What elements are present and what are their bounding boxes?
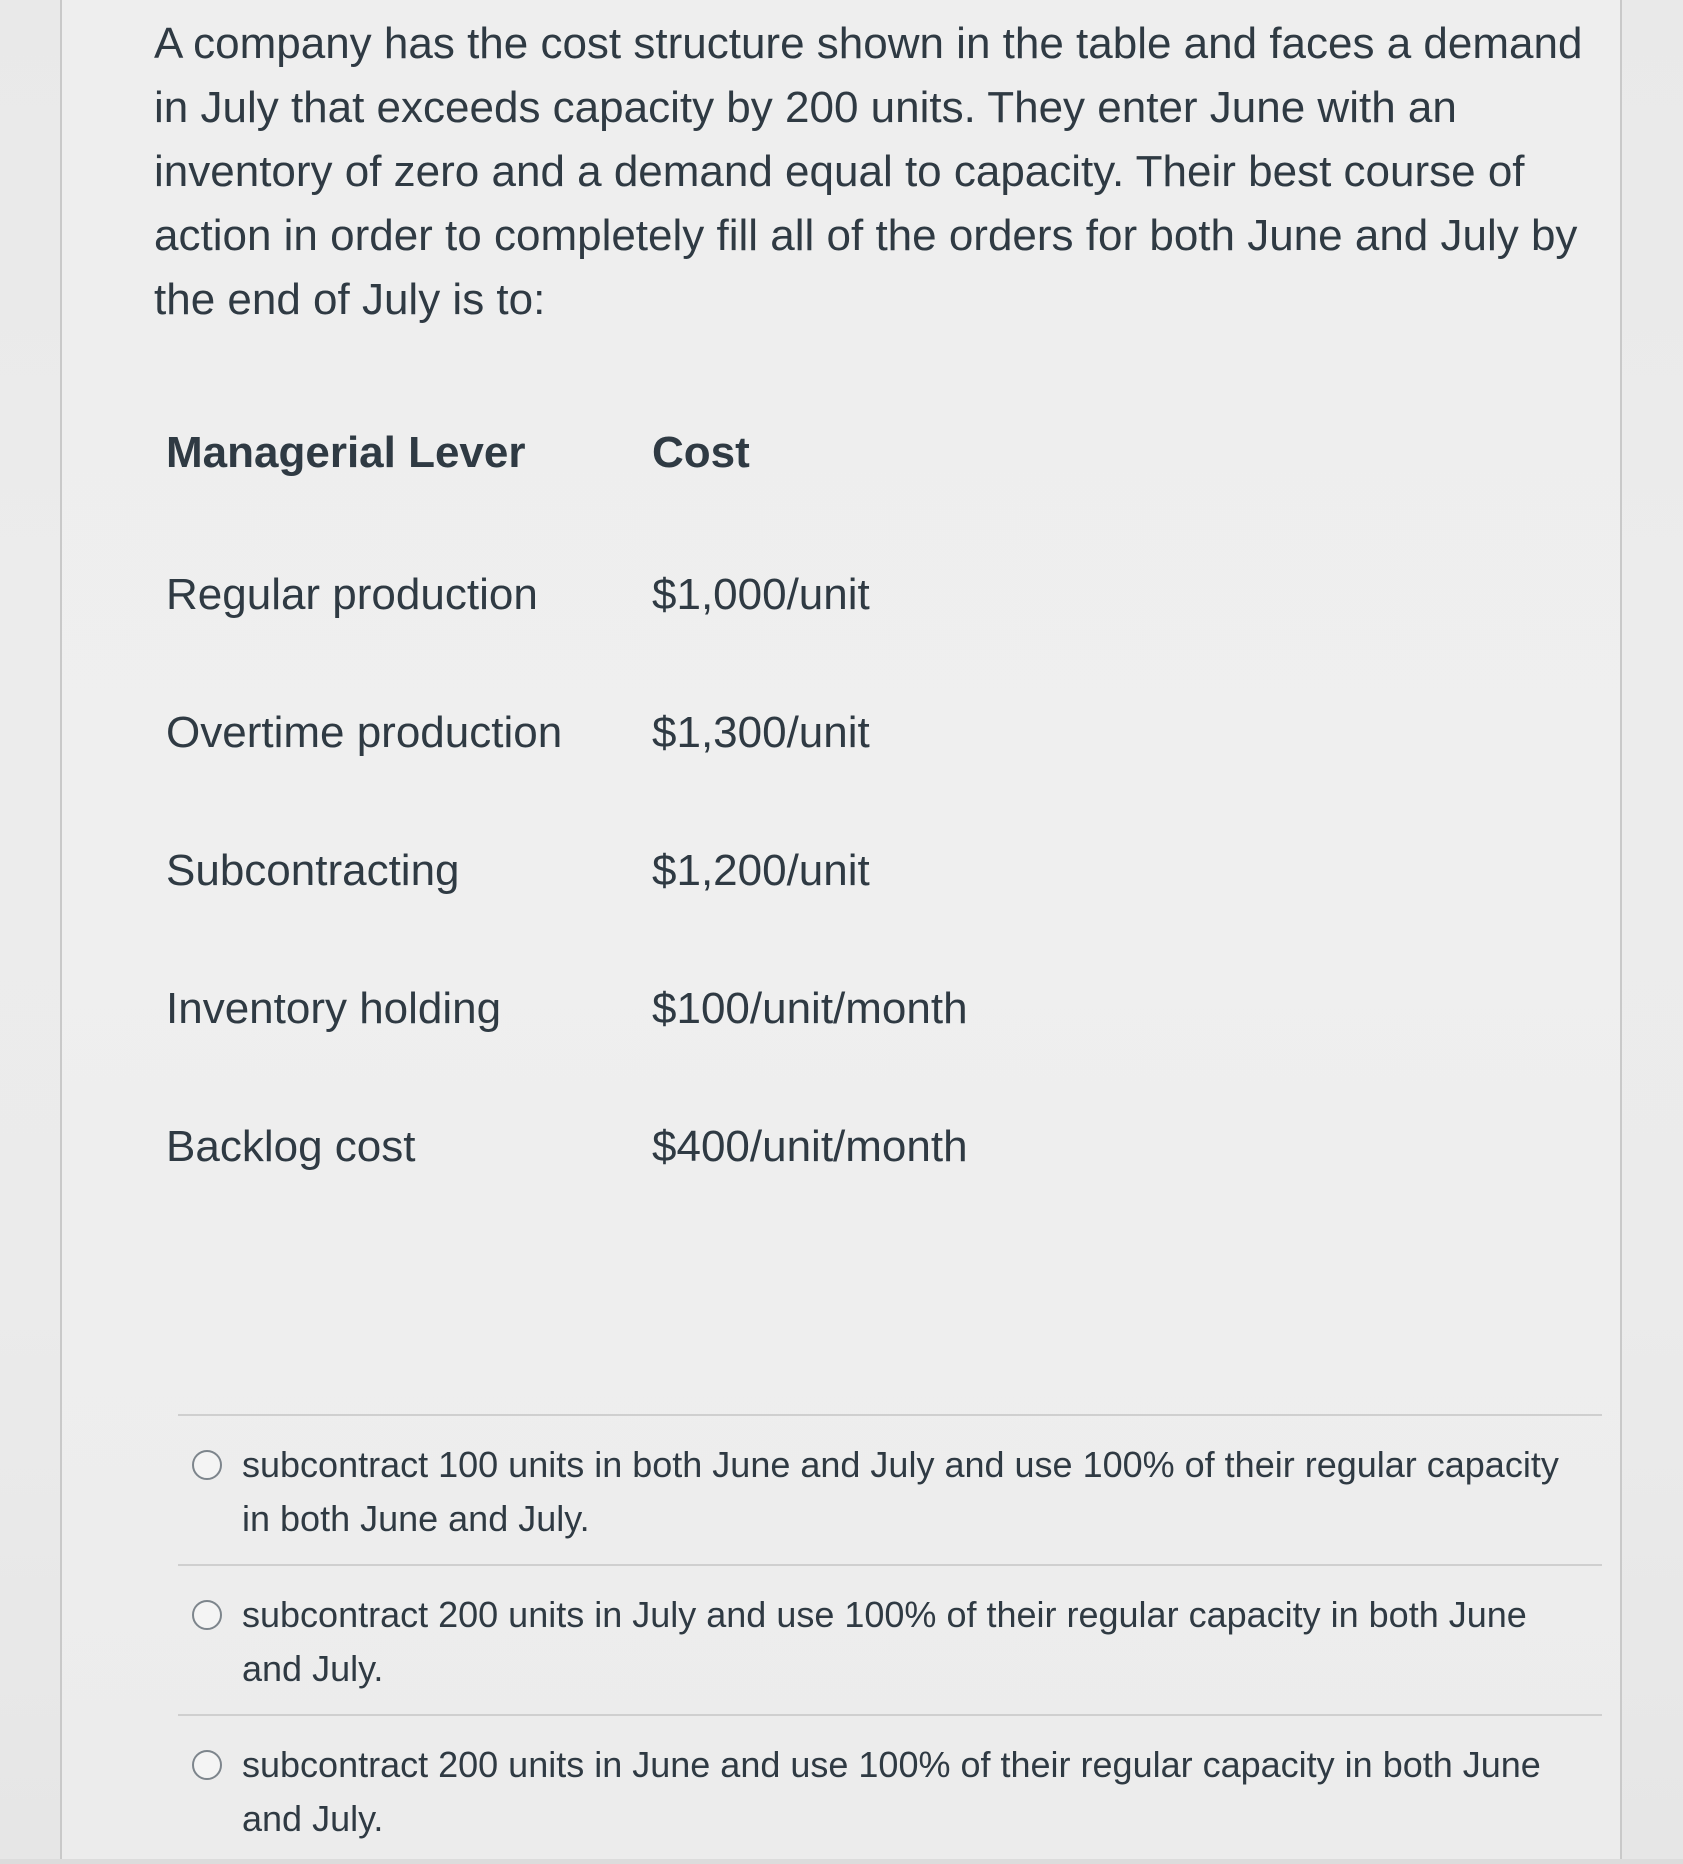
table-header-row (166, 428, 1152, 570)
lever-cell: Backlog cost (166, 1122, 416, 1171)
cost-cell: $1,300/unit (652, 708, 870, 757)
answer-label[interactable]: subcontract 200 units in July and use 100% of their regular capacity in both June and July. (242, 1594, 1527, 1689)
answer-option-3[interactable] (178, 1714, 1602, 1864)
lever-cell: Subcontracting (166, 846, 460, 895)
radio-button[interactable] (192, 1600, 222, 1630)
lever-cell: Inventory holding (166, 984, 502, 1033)
answer-list (178, 1414, 1602, 1864)
radio-button[interactable] (192, 1750, 222, 1780)
cost-cell: $400/unit/month (652, 1122, 968, 1171)
table-row (166, 570, 1152, 708)
question-card (60, 0, 1622, 1859)
table-row (166, 1122, 1152, 1260)
answer-option-2[interactable] (178, 1564, 1602, 1714)
cost-cell: $1,000/unit (652, 570, 870, 619)
cost-cell: $1,200/unit (652, 846, 870, 895)
lever-cell: Regular production (166, 570, 538, 619)
radio-button[interactable] (192, 1450, 222, 1480)
lever-cell: Overtime production (166, 708, 563, 757)
question-text: A company has the cost structure shown in the table and faces a demand in July that exceeds capacity by 200 units. They enter June with an inventory of zero and a demand equal to capacity. Their best course of action in order to completely fill all of the orders for both June and July by the end of July is to: (154, 19, 1583, 324)
table-row (166, 708, 1152, 846)
cost-cell: $100/unit/month (652, 984, 968, 1033)
header-managerial-lever: Managerial Lever (166, 428, 526, 477)
answer-label[interactable]: subcontract 100 units in both June and July and use 100% of their regular capacity in both June and July. (242, 1444, 1559, 1539)
header-cost: Cost (652, 428, 750, 477)
cost-table (166, 428, 1152, 1260)
table-row (166, 984, 1152, 1122)
answer-option-1[interactable] (178, 1414, 1602, 1564)
table-row (166, 846, 1152, 984)
answer-label[interactable]: subcontract 200 units in June and use 100% of their regular capacity in both June and July. (242, 1744, 1541, 1839)
